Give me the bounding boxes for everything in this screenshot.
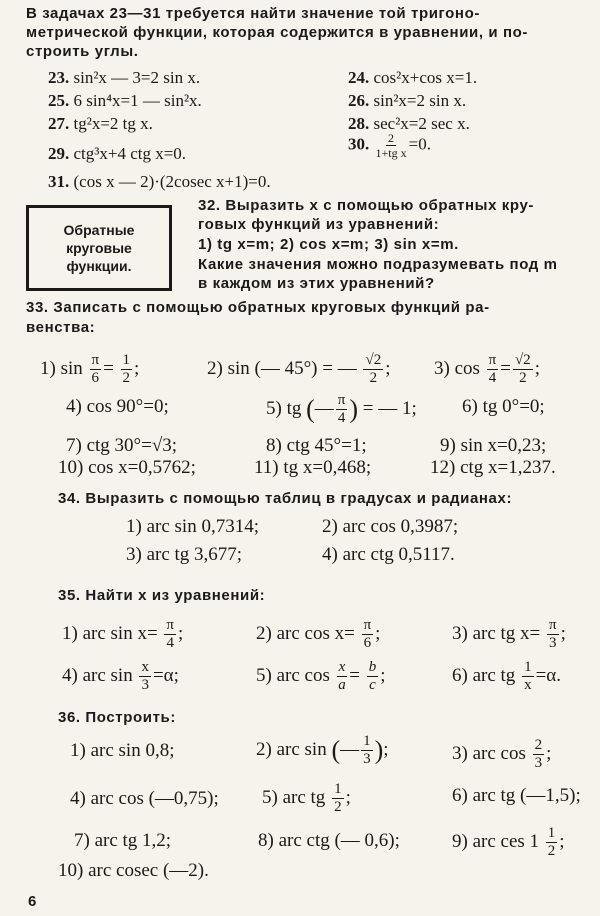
problem-36-title: 36. Построить:	[58, 709, 176, 726]
problem-34-item-4: 4) arc ctg 0,5117.	[322, 544, 455, 565]
problem-32-line-1: 32. Выразить x с помощью обратных кру-	[198, 197, 534, 214]
problem-26: 26. sin²x=2 sin x.	[348, 91, 467, 110]
intro-line-3: строить углы.	[26, 43, 139, 60]
problem-36-item-2: 2) arc sin (— $\frac{1}{3}$ );	[256, 733, 389, 767]
problem-33-item-12: 12) ctg x=1,237.	[430, 457, 556, 478]
problem-28: 28. sec²x=2 sec x.	[348, 114, 470, 133]
problem-33-line-1: 33. Записать с помощью обратных круговых функций ра-	[26, 299, 490, 316]
sidebar-box-inverse-functions: Обратные круговые функции.	[26, 205, 172, 291]
problem-32-line-4: Какие значения можно подразумевать под m	[198, 256, 558, 273]
intro-line-1: В задачах 23—31 требуется найти значение той тригоно-	[26, 5, 480, 22]
problem-33-item-2: 2) sin (— 45°) = — $\frac{√2}{2}$ ;	[207, 352, 391, 386]
problem-35-item-2: 2) arc cos x= $\frac{\pi}{6}$ ;	[256, 617, 381, 651]
problem-23: 23. sin²x — 3=2 sin x.	[48, 68, 201, 87]
problem-33-item-10: 10) cos x=0,5762;	[58, 457, 196, 478]
problem-32-line-2: говых функций из уравнений:	[198, 216, 440, 233]
problem-33-item-11: 11) tg x=0,468;	[254, 457, 372, 478]
problem-34-item-1: 1) arc sin 0,7314;	[126, 516, 259, 537]
problem-32-line-3: 1) tg x=m; 2) cos x=m; 3) sin x=m.	[198, 236, 459, 253]
problem-34-title: 34. Выразить с помощью таблиц в градусах и радианах:	[58, 490, 513, 507]
problem-31: 31. (cos x — 2)·(2cosec x+1)=0.	[48, 172, 271, 191]
problem-24: 24. cos²x+cos x=1.	[348, 68, 478, 87]
intro-line-2: метрической функции, которая содержится в уравнении, и по-	[26, 24, 529, 41]
problem-35-title: 35. Найти x из уравнений:	[58, 587, 266, 604]
problem-35-item-1: 1) arc sin x= $\frac{\pi}{4}$ ;	[62, 617, 184, 651]
problem-33-item-5: 5) tg (— $\frac{\pi}{4}$ ) = — 1;	[266, 392, 417, 426]
problem-33-item-6: 6) tg 0°=0;	[462, 396, 545, 417]
problem-36-item-8: 8) arc ctg (— 0,6);	[258, 830, 400, 851]
problem-33-item-7: 7) ctg 30°=√3;	[66, 435, 178, 456]
problem-33-item-1: 1) sin $\frac{\pi}{6}$ = $\frac{1}{2}$ ;	[40, 352, 140, 386]
problem-36-item-6: 6) arc tg (—1,5);	[452, 785, 581, 806]
problem-36-item-4: 4) arc cos (—0,75);	[70, 788, 219, 809]
page-number: 6	[28, 893, 37, 910]
problem-34-item-3: 3) arc tg 3,677;	[126, 544, 243, 565]
problem-34-item-2: 2) arc cos 0,3987;	[322, 516, 459, 537]
problem-27: 27. tg²x=2 tg x.	[48, 114, 153, 133]
problem-33-item-9: 9) sin x=0,23;	[440, 435, 547, 456]
problem-36-item-9: 9) arc ces 1 $\frac{1}{2}$ ;	[452, 825, 565, 859]
problem-36-item-7: 7) arc tg 1,2;	[74, 830, 172, 851]
problem-35-item-3: 3) arc tg x= $\frac{\pi}{3}$ ;	[452, 617, 566, 651]
problem-35-item-5: 5) arc cos $\frac{x}{a}$ = $\frac{b}{c}$ ;	[256, 659, 386, 693]
problem-25: 25. 6 sin⁴x=1 — sin²x.	[48, 91, 202, 110]
problem-33-item-4: 4) cos 90°=0;	[66, 396, 169, 417]
problem-29: 29. ctg³x+4 ctg x=0.	[48, 144, 187, 163]
problem-33-item-3: 3) cos $\frac{\pi}{4}$ = $\frac{√2}{2}$ ;	[434, 352, 540, 386]
problem-36-item-3: 3) arc cos $\frac{2}{3}$ ;	[452, 737, 552, 771]
problem-35-item-6: 6) arc tg $\frac{1}{x}$ =α.	[452, 659, 561, 693]
problem-33-item-8: 8) ctg 45°=1;	[266, 435, 367, 456]
problem-35-item-4: 4) arc sin $\frac{x}{3}$ =α;	[62, 659, 179, 693]
problem-30: 30. $\frac{2}{\text{1+tg x}}$ =0.	[348, 131, 431, 160]
problem-36-item-5: 5) arc tg $\frac{1}{2}$ ;	[262, 781, 351, 815]
problem-36-item-1: 1) arc sin 0,8;	[70, 740, 175, 761]
problem-36-item-10: 10) arc cosec (—2).	[58, 860, 209, 881]
problem-33-line-2: венства:	[26, 319, 96, 336]
problem-32-line-5: в каждом из этих уравнений?	[198, 275, 435, 292]
